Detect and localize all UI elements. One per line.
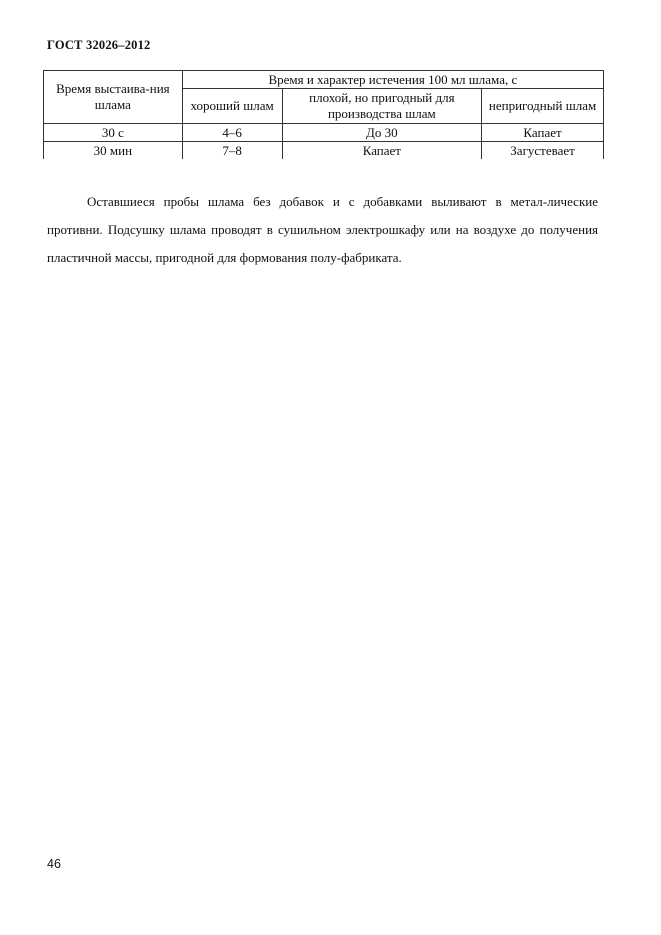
table-row: [44, 124, 604, 142]
header-standing-time: Время выстаива-ния шлама: [44, 71, 183, 124]
table-row: [44, 142, 604, 160]
page-number: 46: [47, 857, 61, 871]
header-poor-usable-slurry: плохой, но пригодный для производства шлам: [282, 89, 482, 124]
table-header-row: [44, 71, 604, 89]
cell-good: 4–6: [182, 124, 282, 142]
body-paragraph: Оставшиеся пробы шлама без добавок и с добавками выливают в метал-лические противни. Подсушку шлама проводят в сушильном электрошкафу или на воздухе до получения пластичной массы, пригодной для формования полу-фабриката.: [47, 194, 598, 265]
header-good-slurry: хороший шлам: [182, 89, 282, 124]
slurry-flow-table: [43, 70, 604, 159]
cell-poor: До 30: [282, 124, 482, 142]
cell-bad: Загустевает: [482, 142, 604, 160]
body-text: [47, 188, 598, 272]
cell-good: 7–8: [182, 142, 282, 160]
cell-bad: Капает: [482, 124, 604, 142]
cell-time: 30 мин: [44, 142, 183, 160]
cell-time: 30 с: [44, 124, 183, 142]
header-unusable-slurry: непригодный шлам: [482, 89, 604, 124]
cell-poor: Капает: [282, 142, 482, 160]
header-flow-time-group: Время и характер истечения 100 мл шлама, с: [182, 71, 603, 89]
page-header: ГОСТ 32026–2012: [47, 38, 151, 52]
